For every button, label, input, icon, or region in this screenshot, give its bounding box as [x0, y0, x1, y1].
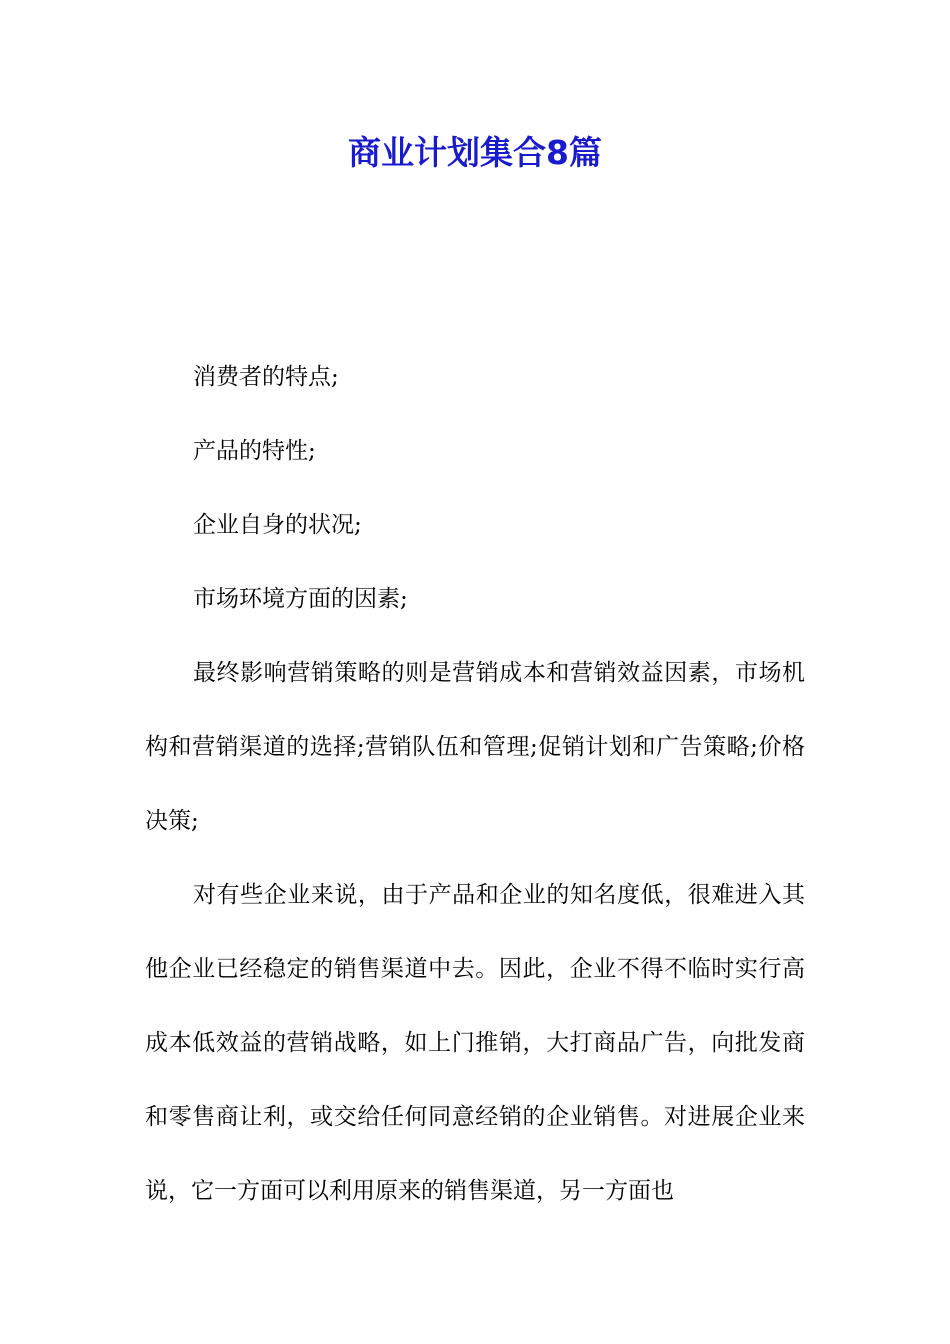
paragraph-marketing-factors: 最终影响营销策略的则是营销成本和营销效益因素，市场机构和营销渠道的选择;营销队伍和管理;促销计划和广告策略;价格决策;: [145, 660, 805, 834]
paragraph-consumer-traits: 消费者的特点;: [193, 364, 339, 390]
document-title: 商业计划集合8篇: [348, 133, 602, 172]
paragraph-product-traits: 产品的特性;: [193, 438, 316, 464]
paragraph-company-status: 企业自身的状况;: [193, 512, 362, 538]
paragraph-market-environment: 市场环境方面的因素;: [193, 586, 408, 612]
paragraph-sales-channels: 对有些企业来说，由于产品和企业的知名度低，很难进入其他企业已经稳定的销售渠道中去。因此，企业不得不临时实行高成本低效益的营销战略，如上门推销，大打商品广告，向批发商和零售商让利，或交给任何同意经销的企业销售。对进展企业来说，它一方面可以利用原来的销售渠道，另一方面也: [145, 882, 805, 1204]
document-body: [145, 340, 805, 1228]
